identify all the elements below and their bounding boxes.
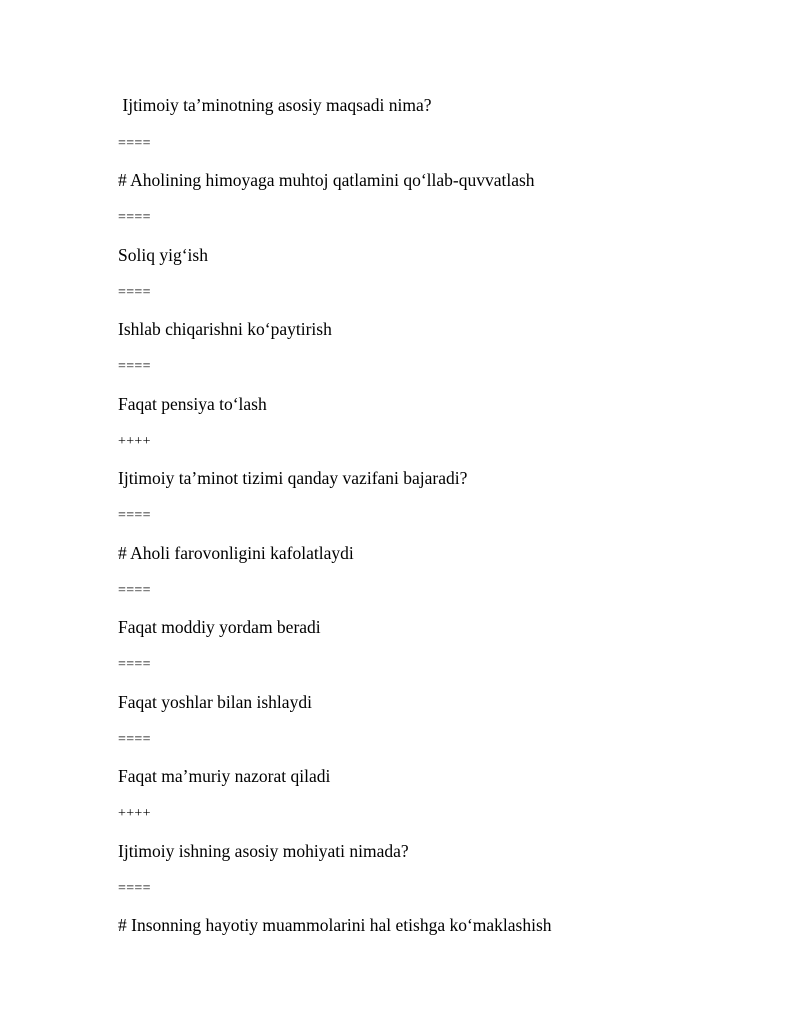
option-separator: ==== <box>118 657 151 672</box>
question-text: Ijtimoiy ta’minotning asosiy maqsadi nima? <box>118 95 432 115</box>
answer-option-text: Faqat yoshlar bilan ishlaydi <box>118 692 312 712</box>
option-separator: ==== <box>118 881 151 896</box>
correct-answer-text: # Aholining himoyaga muhtoj qatlamini qo‘llab-quvvatlash <box>118 170 535 190</box>
option-separator: ==== <box>118 210 151 225</box>
option-separator: ==== <box>118 583 151 598</box>
option-separator: ==== <box>118 359 151 374</box>
option-separator: ==== <box>118 508 151 523</box>
question-separator: ++++ <box>118 806 151 821</box>
answer-option-text: Faqat pensiya to‘lash <box>118 394 267 414</box>
answer-option-text: Faqat moddiy yordam beradi <box>118 617 321 637</box>
option-separator: ==== <box>118 285 151 300</box>
answer-option-text: Faqat ma’muriy nazorat qiladi <box>118 766 331 786</box>
option-separator: ==== <box>118 136 151 151</box>
question-text: Ijtimoiy ta’minot tizimi qanday vazifani bajaradi? <box>118 468 468 488</box>
question-separator: ++++ <box>118 434 151 449</box>
option-separator: ==== <box>118 732 151 747</box>
correct-answer-text: # Insonning hayotiy muammolarini hal etishga ko‘maklashish <box>118 915 552 935</box>
question-text: Ijtimoiy ishning asosiy mohiyati nimada? <box>118 841 409 861</box>
answer-option-text: Soliq yig‘ish <box>118 245 208 265</box>
correct-answer-text: # Aholi farovonligini kafolatlaydi <box>118 543 354 563</box>
answer-option-text: Ishlab chiqarishni ko‘paytirish <box>118 319 332 339</box>
